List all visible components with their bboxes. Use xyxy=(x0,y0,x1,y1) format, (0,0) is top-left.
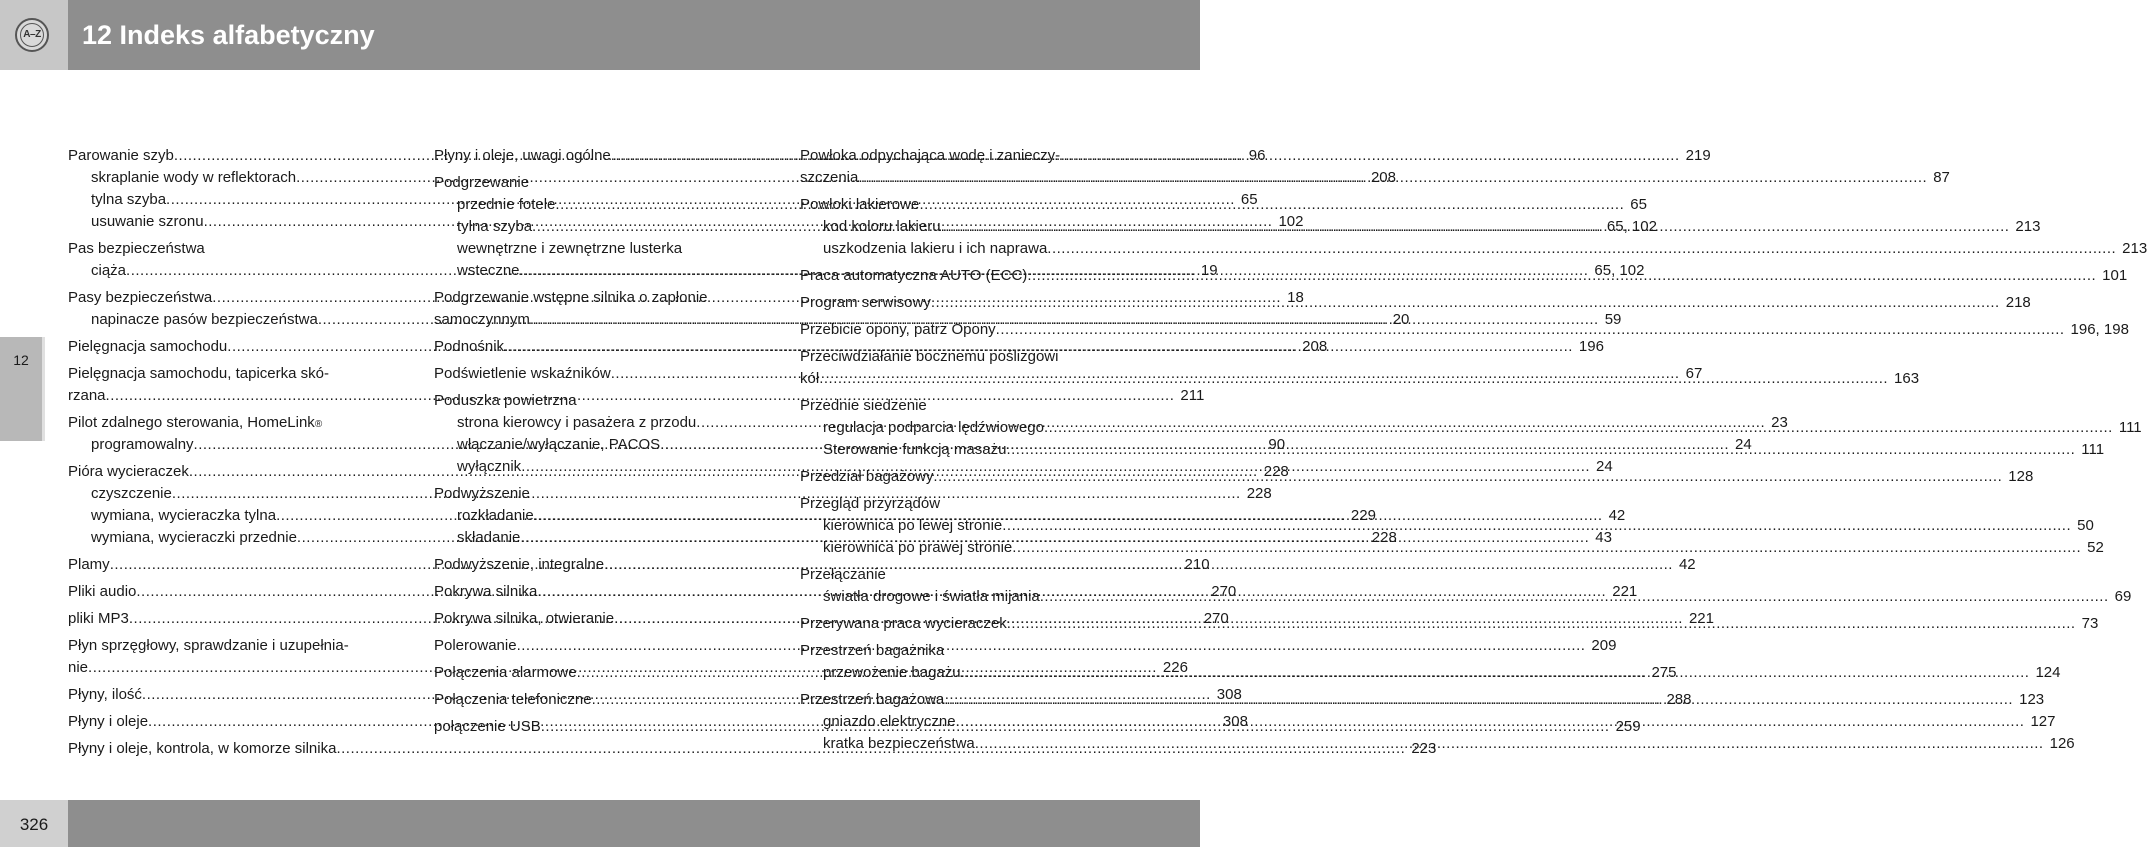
entry-text: Polerowanie xyxy=(434,637,517,654)
entry-page-ref: 308 xyxy=(1222,713,1248,730)
entry-text: regulacja podparcia lędźwiowego xyxy=(823,419,1044,436)
leader-dots xyxy=(819,368,1888,390)
entry-label-text: Podgrzewanie wstępne silnika o zapłonie xyxy=(434,289,708,306)
entry-text: Przedział bagażowy xyxy=(800,468,934,485)
chapter-tab xyxy=(0,337,42,441)
index-entry-label xyxy=(800,564,1132,586)
entry-text: Pokrywa silnika xyxy=(434,583,538,600)
entry-page-ref: 208 xyxy=(1302,338,1328,355)
entry-page-ref: 196, 198 xyxy=(2070,321,2129,338)
entry-page-ref: 127 xyxy=(2030,713,2056,730)
entry-text: strona kierowcy i pasażera z przodu xyxy=(457,414,697,431)
entry-page-ref: 24 xyxy=(1596,458,1613,475)
entry-label-text: Podgrzewanie xyxy=(434,174,530,191)
entry-page-ref: 270 xyxy=(1203,610,1229,627)
entry-text: wsteczne xyxy=(457,262,520,279)
index-entry-label xyxy=(800,395,1132,417)
entry-page-ref: 209 xyxy=(1591,637,1617,654)
entry-text: programowalny xyxy=(91,436,194,453)
entry-text: połączenie USB xyxy=(434,718,541,735)
entry-page-ref: 52 xyxy=(2087,539,2104,556)
leader-dots xyxy=(944,689,2013,711)
entry-page-ref: 213 xyxy=(2015,218,2041,235)
entry-text: wymiana, wycieraczka tylna xyxy=(91,507,277,524)
leader-dots xyxy=(956,711,2025,733)
header-left-block xyxy=(0,0,68,70)
entry-page-ref: 24 xyxy=(1735,436,1752,453)
entry-text: Pióra wycieraczek xyxy=(68,463,189,480)
entry-text: wyłącznik xyxy=(457,458,522,475)
entry-page-ref: 219 xyxy=(1685,147,1711,164)
leader-dots xyxy=(1047,238,2116,260)
entry-label-text: Przegląd przyrządów xyxy=(800,495,941,512)
entry-label-text: Przednie siedzenie xyxy=(800,397,927,414)
entry-label-text: Powłoki lakierowe xyxy=(800,196,920,213)
entry-label-text: Pilot zdalnego sterowania, HomeLink xyxy=(68,414,315,431)
entry-text: tylna szyba xyxy=(91,191,167,208)
entry-page-ref: 221 xyxy=(1612,583,1638,600)
leader-dots xyxy=(996,319,2065,341)
entry-label-text: Pas bezpieczeństwa xyxy=(68,240,205,257)
index-entry-label xyxy=(800,194,1132,216)
entry-page-ref: 101 xyxy=(2102,267,2128,284)
leader-dots xyxy=(1040,586,2109,608)
entry-page-ref: 65 xyxy=(1630,196,1647,213)
entry-label-text: Poduszka powietrzna xyxy=(434,392,577,409)
entry-text: Połączenia alarmowe xyxy=(434,664,577,681)
a-z-index-icon xyxy=(15,18,49,52)
entry-text: czyszczenie xyxy=(91,485,172,502)
index-entry-label xyxy=(68,635,400,657)
leader-dots xyxy=(1044,417,2113,439)
page-title: 12 Indeks alfabetyczny xyxy=(82,20,375,50)
chapter-tab-label: 12 xyxy=(13,352,29,368)
index-entry xyxy=(800,292,2031,314)
leader-dots xyxy=(1007,613,2076,635)
index-subentry-label xyxy=(434,238,766,260)
entry-text: Pasy bezpieczeństwa xyxy=(68,289,213,306)
entry-page-ref: 111 xyxy=(2081,441,2105,458)
entry-page-ref: 228 xyxy=(1263,463,1289,480)
entry-page-ref: 308 xyxy=(1216,686,1242,703)
entry-page-ref: 228 xyxy=(1371,529,1397,546)
entry-text: kod koloru lakieru xyxy=(823,218,941,235)
index-entry-label xyxy=(800,640,1132,662)
entry-page-ref: 223 xyxy=(1411,740,1437,757)
entry-text: tylna szyba xyxy=(457,218,533,235)
entry-text: wymiana, wycieraczki przednie xyxy=(91,529,297,546)
entry-page-ref: 73 xyxy=(2081,615,2099,632)
entry-page-ref: 229 xyxy=(1350,507,1376,524)
entry-text: Płyny i oleje, uwagi ogólne xyxy=(434,147,611,164)
entry-text: Praca automatyczna AUTO (ECC) xyxy=(800,267,1028,284)
leader-dots xyxy=(611,145,1680,167)
entry-page-ref: 18 xyxy=(1287,289,1304,306)
index-entry-label xyxy=(800,493,1132,515)
entry-page-ref: 211 xyxy=(1180,387,1205,404)
entry-page-ref: 275 xyxy=(1651,664,1677,681)
page-number: 326 xyxy=(19,815,49,834)
header-bar xyxy=(68,0,1200,70)
entry-page-ref: 196 xyxy=(1578,338,1604,355)
entry-page-ref: 126 xyxy=(2049,735,2075,752)
entry-text: rzana xyxy=(68,387,106,404)
entry-text: Pielęgnacja samochodu xyxy=(68,338,228,355)
entry-text: nie xyxy=(68,659,89,676)
entry-label-text: Powłoka odpychająca wodę i zanieczy- xyxy=(800,147,1061,164)
entry-text: skraplanie wody w reflektorach xyxy=(91,169,297,186)
entry-page-ref: 102 xyxy=(1278,213,1304,230)
entry-label-text: Przestrzeń bagażnika xyxy=(800,642,945,659)
entry-text: włączanie/wyłączanie, PACOS xyxy=(457,436,661,453)
entry-text: kół xyxy=(800,370,820,387)
entry-text: Sterowanie funkcją masażu xyxy=(823,441,1007,458)
index-entry-line xyxy=(800,292,2031,314)
index-entry-label: Pilot zdalnego sterowania, HomeLink ® xyxy=(68,412,400,434)
leader-dots xyxy=(961,662,2030,684)
entry-page-ref: 226 xyxy=(1162,659,1188,676)
entry-text: składanie xyxy=(457,529,521,546)
entry-text: Pliki audio xyxy=(68,583,137,600)
entry-text: Przerywana praca wycieraczek xyxy=(800,615,1007,632)
entry-text: gniazdo elektryczne xyxy=(823,713,956,730)
index-entry-label xyxy=(68,363,400,385)
leader-dots xyxy=(858,167,1927,189)
entry-page-ref: 87 xyxy=(1933,169,1950,186)
entry-text: Przestrzeń bagażowa xyxy=(800,691,945,708)
entry-text: samoczynnym xyxy=(434,311,530,328)
leader-dots xyxy=(933,466,2002,488)
leader-dots xyxy=(1006,439,2075,461)
index-entry-label xyxy=(68,238,400,260)
entry-text: Plamy xyxy=(68,556,110,573)
entry-text: Płyny i oleje xyxy=(68,713,149,730)
leader-dots xyxy=(931,292,2000,314)
entry-text: pliki MP3 xyxy=(68,610,129,627)
entry-page-ref: 128 xyxy=(2008,468,2034,485)
entry-page-ref: 42 xyxy=(1678,556,1696,573)
entry-page-ref: 270 xyxy=(1211,583,1237,600)
entry-label-text: Płyn sprzęgłowy, sprawdzanie i uzupełnia- xyxy=(68,637,349,654)
index-subentry xyxy=(800,238,2147,260)
entry-label-text: wewnętrzne i zewnętrzne lusterka xyxy=(457,240,683,257)
entry-text: kierownica po lewej stronie xyxy=(823,517,1003,534)
entry-text: światła drogowe i światła mijania xyxy=(823,588,1040,605)
entry-text: uszkodzenia lakieru i ich naprawa xyxy=(823,240,1048,257)
entry-page-ref: 163 xyxy=(1894,370,1920,387)
entry-page-ref: 213 xyxy=(2122,240,2147,257)
entry-text: Płyny i oleje, kontrola, w komorze silnika xyxy=(68,740,337,757)
entry-text: Pokrywa silnika, otwieranie xyxy=(434,610,615,627)
entry-text: napinacze pasów bezpieczeństwa xyxy=(91,311,318,328)
entry-label-text: Przełączanie xyxy=(800,566,886,583)
entry-page-ref: 59 xyxy=(1604,311,1622,328)
entry-page-ref: 123 xyxy=(2019,691,2045,708)
entry-text: Przebicie opony, patrz Opony xyxy=(800,321,996,338)
index-entry-label xyxy=(434,483,766,505)
entry-text: rozkładanie xyxy=(457,507,534,524)
entry-page-ref: 96 xyxy=(1248,147,1266,164)
entry-page-ref: 90 xyxy=(1268,436,1286,453)
entry-page-ref: 65, 102 xyxy=(1594,262,1645,279)
entry-page-ref: 221 xyxy=(1688,610,1714,627)
entry-text: przewożenie bagażu xyxy=(823,664,961,681)
entry-text: usuwanie szronu xyxy=(91,213,204,230)
entry-page-ref: 42 xyxy=(1608,507,1626,524)
leader-dots xyxy=(1027,265,2096,287)
entry-page-ref: 208 xyxy=(1370,169,1396,186)
entry-text: przednie fotele xyxy=(457,196,556,213)
entry-page-ref: 20 xyxy=(1392,311,1410,328)
entry-page-ref: 65 xyxy=(1240,191,1258,208)
entry-page-ref: 288 xyxy=(1666,691,1692,708)
entry-text: Podświetlenie wskaźników xyxy=(434,365,611,382)
entry-text: Połączenia telefoniczne xyxy=(434,691,592,708)
entry-page-ref: 19 xyxy=(1200,262,1218,279)
entry-page-ref: 43 xyxy=(1595,529,1612,546)
entry-text: kierownica po prawej stronie xyxy=(823,539,1013,556)
entry-page-ref: 218 xyxy=(2005,294,2031,311)
index-entry-label xyxy=(434,172,766,194)
entry-text: Podwyższenie, integralne xyxy=(434,556,605,573)
entry-page-ref: 50 xyxy=(2077,517,2094,534)
footer-bar xyxy=(68,800,1200,847)
index-entry-label xyxy=(800,145,1132,167)
index-entry-label xyxy=(800,346,1132,368)
entry-page-ref: 228 xyxy=(1246,485,1272,502)
entry-text: szczenia xyxy=(800,169,859,186)
entry-page-ref: 210 xyxy=(1184,556,1210,573)
entry-text: Parowanie szyb xyxy=(68,147,174,164)
entry-page-ref: 259 xyxy=(1615,718,1641,735)
entry-text: kratka bezpieczeństwa xyxy=(823,735,975,752)
entry-label-text: Pielęgnacja samochodu, tapicerka skó- xyxy=(68,365,329,382)
entry-page-ref: 65, 102 xyxy=(1606,218,1657,235)
a-z-icon-label: A–Z xyxy=(20,23,44,47)
entry-page-ref: 23 xyxy=(1771,414,1788,431)
leader-dots xyxy=(1002,515,2071,537)
chapter-tab-strip xyxy=(42,337,45,441)
leader-dots xyxy=(1012,537,2081,559)
entry-label-text: Podwyższenie xyxy=(434,485,530,502)
leader-dots xyxy=(975,733,2044,755)
entry-page-ref: 69 xyxy=(2114,588,2132,605)
entry-text: Podnośnik xyxy=(434,338,505,355)
index-entry-label xyxy=(434,287,766,309)
entry-label-text: Przeciwdziałanie bocznemu poślizgowi xyxy=(800,348,1059,365)
index-entry-label xyxy=(434,390,766,412)
entry-text: ciąża xyxy=(91,262,127,279)
entry-text: Program serwisowy xyxy=(800,294,931,311)
entry-page-ref: 124 xyxy=(2035,664,2061,681)
leader-dots xyxy=(941,216,2010,238)
entry-page-ref: 67 xyxy=(1685,365,1703,382)
entry-text: Płyny, ilość xyxy=(68,686,142,703)
entry-page-ref: 111 xyxy=(2118,419,2142,436)
